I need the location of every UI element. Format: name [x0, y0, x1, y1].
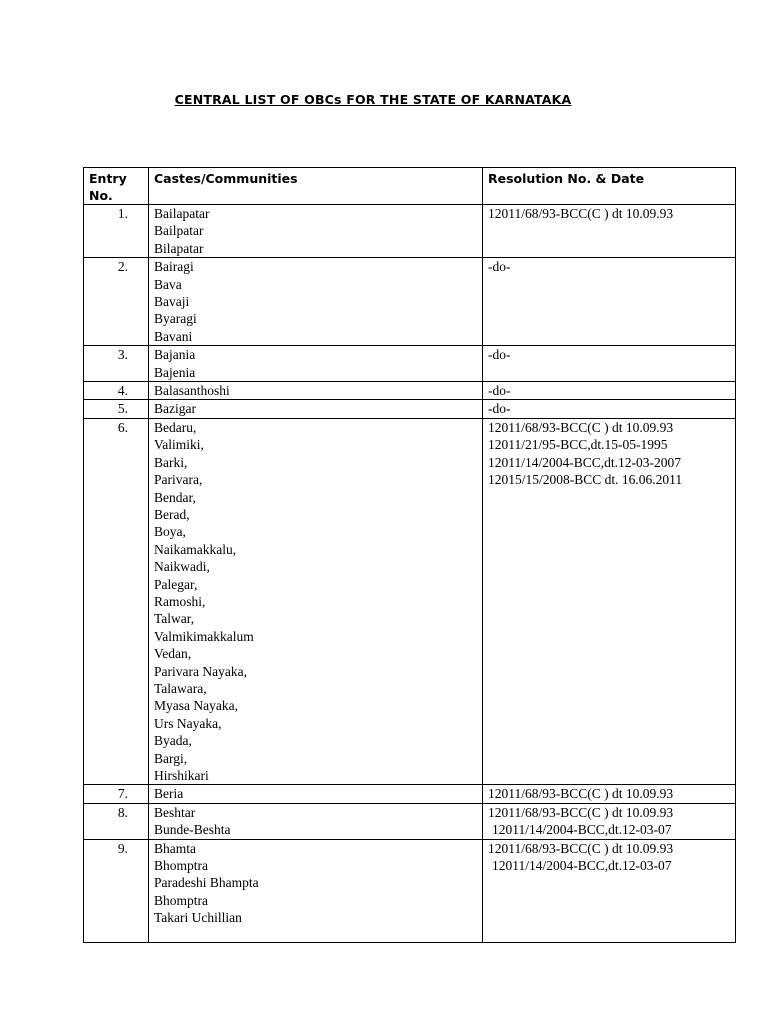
caste-name: Talawara,	[154, 680, 207, 696]
resolution-entry: -do-	[488, 347, 511, 363]
document-title: CENTRAL LIST OF OBCs FOR THE STATE OF KARNATAKA	[174, 92, 572, 107]
caste-name: Bhamta	[154, 840, 196, 856]
resolution-entry: 12011/14/2004-BCC,dt.12-03-07	[492, 858, 672, 874]
caste-name: Bilapatar	[154, 240, 204, 256]
resolution-cell	[483, 382, 736, 400]
caste-name: Hirshikari	[154, 768, 209, 783]
resolution-cell	[483, 258, 736, 346]
caste-name: Ramoshi,	[154, 593, 206, 609]
resolution-entry: 12011/68/93-BCC(C ) dt 10.09.93	[488, 840, 674, 856]
entry-number: 8.	[84, 803, 149, 839]
table-row	[84, 382, 736, 400]
resolution-cell	[483, 400, 736, 418]
caste-name: Bhomptra	[154, 858, 208, 874]
resolution-cell	[483, 418, 736, 785]
caste-name: Berad,	[154, 506, 190, 522]
resolution-entry: -do-	[488, 383, 511, 399]
castes-cell	[149, 785, 483, 803]
resolution-header: Resolution No. & Date	[483, 168, 736, 205]
caste-name: Bavaji	[154, 294, 190, 310]
table-row	[84, 258, 736, 346]
caste-name: Beria	[154, 786, 184, 802]
obc-table	[83, 167, 736, 943]
entry-number: 5.	[84, 400, 149, 418]
caste-name: Valimiki,	[154, 437, 204, 453]
resolution-cell	[483, 785, 736, 803]
resolution-entry: 12011/68/93-BCC(C ) dt 10.09.93	[488, 786, 674, 802]
castes-cell	[149, 346, 483, 382]
caste-name: Paradeshi Bhampta	[154, 875, 259, 891]
castes-cell	[149, 418, 483, 785]
caste-name: Byaragi	[154, 311, 197, 327]
caste-name: Balasanthoshi	[154, 383, 230, 399]
castes-cell	[149, 258, 483, 346]
caste-name: Boya,	[154, 524, 186, 540]
caste-name: Bunde-Beshta	[154, 822, 231, 838]
entry-number: 6.	[84, 418, 149, 785]
table-row	[84, 346, 736, 382]
caste-name: Bendar,	[154, 489, 196, 505]
caste-name: Naikwadi,	[154, 559, 210, 575]
caste-name: Takari Uchillian	[154, 910, 242, 926]
resolution-entry: 12011/14/2004-BCC,dt.12-03-07	[492, 822, 672, 838]
resolution-entry: 12015/15/2008-BCC dt. 16.06.2011	[488, 472, 683, 488]
caste-name: Urs Nayaka,	[154, 715, 222, 731]
caste-name: Myasa Nayaka,	[154, 698, 238, 714]
resolution-entry: 12011/68/93-BCC(C ) dt 10.09.93	[488, 206, 674, 221]
caste-name: Barki,	[154, 454, 188, 470]
table-row	[84, 205, 736, 258]
resolution-entry: 12011/68/93-BCC(C ) dt 10.09.93	[488, 419, 674, 435]
table-header-row	[84, 168, 736, 205]
caste-name: Talwar,	[154, 611, 195, 627]
castes-cell	[149, 803, 483, 839]
entry-number: 4.	[84, 382, 149, 400]
resolution-cell	[483, 839, 736, 942]
caste-name: Beshtar	[154, 804, 196, 820]
resolution-entry: 12011/21/95-BCC,dt.15-05-1995	[488, 437, 668, 453]
caste-name: Bava	[154, 276, 182, 292]
caste-name: Byada,	[154, 733, 192, 749]
caste-name: Bailpatar	[154, 223, 204, 239]
caste-name: Bajania	[154, 347, 196, 363]
castes-cell	[149, 400, 483, 418]
caste-name: Bargi,	[154, 750, 188, 766]
caste-name: Valmikimakkalum	[154, 628, 254, 644]
resolution-cell	[483, 205, 736, 258]
caste-name: Bedaru,	[154, 419, 197, 435]
table-row	[84, 785, 736, 803]
resolution-entry: 12011/14/2004-BCC,dt.12-03-2007	[488, 454, 682, 470]
caste-name: Bajenia	[154, 364, 196, 380]
table-row	[84, 400, 736, 418]
resolution-cell	[483, 346, 736, 382]
caste-name: Vedan,	[154, 646, 192, 662]
resolution-entry: -do-	[488, 401, 511, 417]
castes-header: Castes/Communities	[149, 168, 483, 205]
entry-number: 7.	[84, 785, 149, 803]
entry-number: 1.	[84, 205, 149, 258]
castes-cell	[149, 839, 483, 942]
caste-name: Bairagi	[154, 259, 194, 275]
resolution-entry: -do-	[488, 259, 511, 275]
table-row	[84, 418, 736, 785]
caste-name: Palegar,	[154, 576, 198, 592]
caste-name: Bazigar	[154, 401, 196, 417]
entry-no-header: Entry No.	[84, 168, 149, 205]
caste-name: Parivara Nayaka,	[154, 663, 247, 679]
castes-cell	[149, 382, 483, 400]
resolution-entry: 12011/68/93-BCC(C ) dt 10.09.93	[488, 804, 674, 820]
caste-name: Bailapatar	[154, 206, 210, 221]
table-row	[84, 839, 736, 942]
castes-cell	[149, 205, 483, 258]
entry-number: 2.	[84, 258, 149, 346]
caste-name: Bavani	[154, 328, 193, 344]
entry-number: 3.	[84, 346, 149, 382]
entry-number: 9.	[84, 839, 149, 942]
table-row	[84, 803, 736, 839]
caste-name: Naikamakkalu,	[154, 541, 237, 557]
resolution-cell	[483, 803, 736, 839]
caste-name: Bhomptra	[154, 892, 208, 908]
caste-name: Parivara,	[154, 472, 203, 488]
